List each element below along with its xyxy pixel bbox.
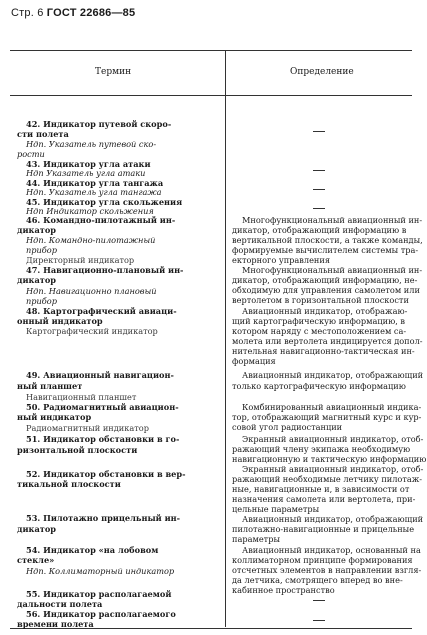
term-line: 56. Индикатор располагаемого xyxy=(26,609,176,619)
definition-line: вертикальной плоскости, а также команды, xyxy=(232,235,423,245)
dash-mark xyxy=(313,170,325,171)
standard-number: ГОСТ 22686—85 xyxy=(46,7,136,19)
column-header-term: Термин xyxy=(95,67,132,77)
definition-line: тор, отображающий магнитный курс и кур- xyxy=(232,412,422,422)
term-line: стекле» xyxy=(17,555,55,565)
term-line: 45. Индикатор угла скольжения xyxy=(26,197,183,207)
definition-line: формируемые вычислителем системы тра- xyxy=(232,245,419,255)
definition-line: обходимую для управления самолетом или xyxy=(232,285,420,295)
dash-mark xyxy=(313,208,325,209)
term-line: 52. Индикатор обстановки в вер- xyxy=(26,469,186,479)
definition-line: коллиматорном принципе формирования xyxy=(232,555,413,565)
definition-line: котором наряду с местоположением са- xyxy=(232,326,407,336)
definition-line: Экранный авиационный индикатор, отоб- xyxy=(242,434,424,444)
term-line: онный индикатор xyxy=(17,316,103,326)
column-header-definition: Определение xyxy=(290,67,354,77)
term-line: 43. Индикатор угла атаки xyxy=(26,159,151,169)
definition-line: ражающий необходимые летчику пилотаж- xyxy=(232,474,423,484)
definition-line: Авиационный индикатор, отображаю- xyxy=(242,306,408,316)
term-line: Ндп. Командно-пилотажный xyxy=(26,235,156,245)
term-line: ный индикатор xyxy=(17,412,92,422)
definition-line: ражающий члену экипажа необходимую xyxy=(232,444,411,454)
term-line: 48. Картографический авиаци- xyxy=(26,306,177,316)
definition-line: молета или вертолета индицируется допол- xyxy=(232,336,423,346)
definition-line: Комбинированный авиационный индика- xyxy=(242,402,422,412)
term-line: Ндп. Указатель путевой ско- xyxy=(26,139,157,149)
definition-line: навигационную и тактическую информацию xyxy=(232,454,427,464)
term-line: ризонтальной плоскости xyxy=(17,445,138,455)
term-line: дальности полета xyxy=(17,599,103,609)
definition-line: екторного управления xyxy=(232,255,331,265)
definition-line: отсчетных элементов в направлении взгля- xyxy=(232,565,422,575)
term-line: Ндп. Указатель угла тангажа xyxy=(26,187,162,197)
definition-line: формация xyxy=(232,356,276,366)
term-line: 55. Индикатор располагаемой xyxy=(26,589,172,599)
term-line: Навигационный планшет xyxy=(26,392,137,402)
term-line: 42. Индикатор путевой скоро- xyxy=(26,119,172,129)
term-line: Ндп Указатель угла атаки xyxy=(26,168,146,178)
definition-line: Многофункциональный авиационный ин- xyxy=(242,265,423,275)
dash-mark xyxy=(313,600,325,601)
term-line: времени полета xyxy=(17,619,94,629)
definition-line: параметры xyxy=(232,534,280,544)
term-line: Ндп. Навигационно плановый xyxy=(26,286,157,296)
page-header xyxy=(11,7,135,19)
term-line: дикатор xyxy=(17,275,57,285)
definition-line: кабинное пространство xyxy=(232,585,335,595)
term-line: 53. Пилотажно прицельный ин- xyxy=(26,513,181,523)
term-line: Радиомагнитный индикатор xyxy=(26,423,149,433)
definition-line: Авиационный индикатор, основанный на xyxy=(242,545,421,555)
header-rule xyxy=(10,95,412,96)
term-line: 46. Командно-пилотажный ин- xyxy=(26,215,176,225)
term-line: Ндп. Коллиматорный индикатор xyxy=(26,566,175,576)
dash-mark xyxy=(313,131,325,132)
term-line: 44. Индикатор угла тангажа xyxy=(26,178,164,188)
dash-mark xyxy=(313,620,325,621)
term-line: Директорный индикатор xyxy=(26,255,135,265)
definition-line: Экранный авиационный индикатор, отоб- xyxy=(242,464,424,474)
definition-line: совой угол радиостанции xyxy=(232,422,343,432)
definition-line: пилотажно-навигационные и прицельные xyxy=(232,524,415,534)
term-line: Ндп Индикатор скольжения xyxy=(26,206,154,216)
definition-line: цельные параметры xyxy=(232,504,320,514)
definition-line: вертолетом в горизонтальной плоскости xyxy=(232,295,409,305)
definition-line: Авиационный индикатор, отображающий xyxy=(242,370,424,380)
term-line: 49. Авиационный навигацион- xyxy=(26,370,174,380)
definition-line: только картографическую информацию xyxy=(232,381,406,391)
term-line: Картографический индикатор xyxy=(26,326,158,336)
term-line: рости xyxy=(17,149,45,159)
term-line: дикатор xyxy=(17,524,57,534)
dash-mark xyxy=(313,189,325,190)
term-line: 47. Навигационно-плановый ин- xyxy=(26,265,184,275)
term-line: прибор xyxy=(26,296,57,306)
definition-line: дикатор, отображающий информацию в xyxy=(232,225,407,235)
term-line: 51. Индикатор обстановки в го- xyxy=(26,434,180,444)
definition-line: Авиационный индикатор, отображающий xyxy=(242,514,424,524)
definition-line: щий картографическую информацию, в xyxy=(232,316,406,326)
definition-line: назначения самолета или вертолета, при- xyxy=(232,494,416,504)
term-line: 54. Индикатор «на лобовом xyxy=(26,545,159,555)
term-line: прибор xyxy=(26,245,57,255)
term-line: сти полета xyxy=(17,129,69,139)
definition-line: нительная навигационно-тактическая ин- xyxy=(232,346,415,356)
term-line: ный планшет xyxy=(17,381,83,391)
definition-line: да летчика, смотрящего вперед во вне- xyxy=(232,575,403,585)
page-number: Стр. 6 xyxy=(11,7,44,19)
column-divider xyxy=(225,50,226,627)
term-line: тикальной плоскости xyxy=(17,479,121,489)
definition-line: ные, навигационные и, в зависимости от xyxy=(232,484,410,494)
definition-line: дикатор, отображающий информацию, не- xyxy=(232,275,418,285)
term-line: 50. Радиомагнитный авиацион- xyxy=(26,402,179,412)
definition-line: Многофункциональный авиационный ин- xyxy=(242,215,423,225)
term-line: дикатор xyxy=(17,225,57,235)
